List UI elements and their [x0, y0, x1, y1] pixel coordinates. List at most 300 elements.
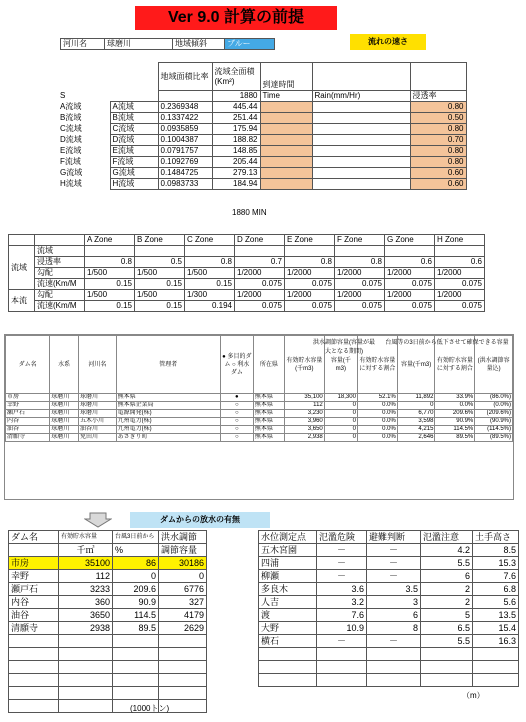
zone-cell: 0.075: [335, 301, 385, 312]
basin-time-cell[interactable]: [260, 168, 312, 179]
empty-cell: [473, 661, 519, 674]
zone-cell: 0.6: [435, 257, 485, 268]
zone-header: G Zone: [385, 235, 435, 246]
scan-cell: ○: [220, 410, 253, 418]
dam-pct: 89.5: [113, 622, 159, 635]
level-cell: 大野: [259, 622, 317, 635]
level-cell: 6.8: [473, 583, 519, 596]
level-cell: 6: [367, 609, 421, 622]
basin-row: [58, 102, 466, 113]
basin-name: E流域: [60, 146, 82, 155]
level-cell: －: [317, 557, 367, 570]
scan-row: [6, 402, 513, 410]
basin-area: 445.44: [212, 102, 260, 113]
scan-cell: 九州電力(株): [116, 418, 220, 426]
level-row: [259, 622, 519, 635]
dam-capacity: 3650: [59, 609, 113, 622]
empty-cell: [59, 648, 113, 661]
basin-infil[interactable]: 0.80: [410, 102, 466, 113]
empty-cell: [159, 687, 207, 700]
scan-cell: 電源開発(株): [116, 410, 220, 418]
empty-cell: [59, 687, 113, 700]
basin-footer: 1880 MIN: [232, 208, 267, 217]
scan-header: (洪水調節容量込): [475, 336, 513, 394]
dam-pct: 209.6: [113, 583, 159, 596]
basin-name: H流域: [60, 179, 82, 188]
scan-cell: 3,230: [284, 410, 324, 418]
empty-cell: [473, 674, 519, 687]
col-infil: 浸透率: [410, 91, 466, 102]
level-row: [259, 596, 519, 609]
scan-header: 管理者: [116, 336, 220, 394]
dam-flood: 0: [159, 570, 207, 583]
scan-cell: 0.0%: [435, 402, 475, 410]
scan-cell: 209.6%: [435, 410, 475, 418]
scan-cell: 油谷: [6, 426, 50, 434]
basin-infil[interactable]: 0.60: [410, 179, 466, 190]
level-cell: －: [367, 544, 421, 557]
col-time: Time: [260, 91, 312, 102]
empty-cell: [473, 648, 519, 661]
basin-row: [58, 124, 466, 135]
basin-sub: D流域: [110, 135, 158, 146]
level-cell: 7.6: [473, 570, 519, 583]
scan-cell: 油谷川: [79, 426, 117, 434]
level-cell: 5.6: [473, 596, 519, 609]
scan-header: 有効貯水容量(千m3): [284, 336, 324, 394]
level-cell: 3.5: [367, 583, 421, 596]
scan-cell: 3,598: [397, 418, 435, 426]
basin-infil[interactable]: 0.50: [410, 113, 466, 124]
dam-row: [9, 570, 207, 583]
level-cell: 4.2: [421, 544, 473, 557]
zone-header: C Zone: [185, 235, 235, 246]
zone-cell: 0.075: [335, 279, 385, 290]
dam-capacity: 360: [59, 596, 113, 609]
scan-cell: 五木小川: [79, 418, 117, 426]
scan-cell: 球磨川: [79, 402, 117, 410]
empty-cell: [9, 661, 59, 674]
flow-label: 流域: [9, 246, 35, 290]
scan-header: 水系: [50, 336, 79, 394]
level-cell: 10.9: [317, 622, 367, 635]
basin-infil[interactable]: 0.70: [410, 135, 466, 146]
dam-empty-row: [9, 661, 207, 674]
level-cell: 多良木: [259, 583, 317, 596]
scan-cell: 内谷: [6, 418, 50, 426]
empty-cell: [317, 648, 367, 661]
level-row: [259, 557, 519, 570]
level-header: 氾濫注意: [421, 531, 473, 544]
dam-pct: 90.9: [113, 596, 159, 609]
basin-name: C流域: [60, 124, 82, 133]
empty-cell: [59, 674, 113, 687]
dam-flood: 327: [159, 596, 207, 609]
zone-header: B Zone: [135, 235, 185, 246]
dam-flood: 6776: [159, 583, 207, 596]
dam-capacity: 3233: [59, 583, 113, 596]
zone-cell: 0.075: [235, 279, 285, 290]
basin-area: 148.85: [212, 146, 260, 157]
river-label: 河川名: [61, 39, 105, 50]
basin-area: 279.13: [212, 168, 260, 179]
level-cell: 13.5: [473, 609, 519, 622]
zone-cell: 1/2000: [285, 268, 335, 279]
empty-cell: [159, 674, 207, 687]
scan-cell: 熊本県: [253, 410, 284, 418]
scan-cell: 90.9%: [435, 418, 475, 426]
dam-empty-row: [9, 687, 207, 700]
level-cell: 5: [421, 609, 473, 622]
scan-cell: ○: [220, 418, 253, 426]
empty-cell: [9, 700, 59, 713]
level-cell: 15.3: [473, 557, 519, 570]
scan-header: 所在県: [253, 336, 284, 394]
zone-cell: 0.6: [385, 257, 435, 268]
flow-speed-button[interactable]: 流れの速さ: [350, 34, 426, 50]
dam-name: 市房: [9, 557, 59, 570]
zone-cell: 1/2000: [385, 268, 435, 279]
down-arrow-icon: [84, 512, 112, 528]
dam-empty-row: [9, 674, 207, 687]
scan-header: 河川名: [79, 336, 117, 394]
dam-capacity: 112: [59, 570, 113, 583]
scan-cell: ●: [220, 394, 253, 402]
basin-row: [58, 113, 466, 124]
zone-cell: 0.075: [385, 301, 435, 312]
row-speed: 流速(Km/M: [35, 279, 85, 290]
scan-cell: あさぎり町: [116, 434, 220, 442]
dam-row: [9, 583, 207, 596]
scan-row: [6, 434, 513, 442]
scan-cell: 35,100: [284, 394, 324, 402]
level-header: 避難判断: [367, 531, 421, 544]
zone-cell: 0.075: [285, 301, 335, 312]
scan-cell: 114.5%: [435, 426, 475, 434]
scan-header: 有効貯水容量に対する割合: [357, 336, 397, 394]
zone-cell: 0.7: [235, 257, 285, 268]
scan-header: 容量(千m3): [324, 336, 357, 394]
level-cell: －: [367, 635, 421, 648]
reference-table-image: [4, 334, 514, 500]
level-row: [259, 544, 519, 557]
scan-cell: 2,646: [397, 434, 435, 442]
level-cell: 3: [367, 596, 421, 609]
zone-cell: 1/2000: [435, 268, 485, 279]
scan-cell: 3,650: [284, 426, 324, 434]
basin-infil[interactable]: 0.80: [410, 124, 466, 135]
zone-cell: 0.075: [435, 279, 485, 290]
empty-cell: [421, 661, 473, 674]
level-row: [259, 635, 519, 648]
empty-cell: [59, 635, 113, 648]
zone-cell: 1/300: [185, 290, 235, 301]
zone-cell: 1/2000: [335, 268, 385, 279]
basin-infil[interactable]: 0.60: [410, 168, 466, 179]
scan-cell: 熊本県: [253, 394, 284, 402]
dam-banner: ダムからの放水の有無: [130, 512, 270, 528]
scan-cell: 0: [324, 410, 357, 418]
empty-cell: [259, 648, 317, 661]
empty-cell: [9, 674, 59, 687]
basin-area: 184.94: [212, 179, 260, 190]
basin-time-cell[interactable]: [260, 135, 312, 146]
dam-header-name: ダム名: [9, 531, 59, 544]
scan-cell: (114.5%): [475, 426, 513, 434]
s-label: S: [60, 91, 66, 100]
empty-cell: [9, 635, 59, 648]
basin-area: 188.82: [212, 135, 260, 146]
level-cell: 7.6: [317, 609, 367, 622]
zone-cell: 0.15: [85, 301, 135, 312]
empty-cell: [113, 674, 159, 687]
level-cell: 四浦: [259, 557, 317, 570]
zone-cell: 1/2000: [285, 290, 335, 301]
level-row: [259, 583, 519, 596]
basin-ratio: 0.1337422: [158, 113, 212, 124]
river-value: 球磨川: [105, 39, 173, 50]
zone-header: F Zone: [335, 235, 385, 246]
basin-rain-cell[interactable]: [312, 168, 410, 179]
basin-time-cell[interactable]: [260, 102, 312, 113]
scan-cell: 0: [324, 434, 357, 442]
basin-row: [58, 168, 466, 179]
level-header: 氾濫危険: [317, 531, 367, 544]
scan-cell: 33.9%: [435, 394, 475, 402]
level-cell: 柳瀬: [259, 570, 317, 583]
empty-cell: [421, 648, 473, 661]
scan-cell: (86.0%): [475, 394, 513, 402]
basin-sub: F流域: [110, 157, 158, 168]
basin-sub: H流域: [110, 179, 158, 190]
level-cell: －: [317, 544, 367, 557]
scan-cell: 0: [324, 426, 357, 434]
scan-cell: (90.9%): [475, 418, 513, 426]
basin-rain-cell[interactable]: [312, 124, 410, 135]
zone-cell: 0.8: [85, 257, 135, 268]
dam-pct: 86: [113, 557, 159, 570]
s-value: 1880: [212, 91, 260, 102]
scan-cell: ○: [220, 402, 253, 410]
level-empty-row: [259, 648, 519, 661]
level-cell: 6: [421, 570, 473, 583]
col-area-ratio: 地域面積比率: [158, 63, 212, 91]
scan-cell: 熊本県企業局: [116, 402, 220, 410]
scan-row: [6, 418, 513, 426]
basin-rain-cell[interactable]: [312, 146, 410, 157]
scan-cell: 球磨川: [50, 410, 79, 418]
level-cell: －: [367, 570, 421, 583]
scan-cell: 52.1%: [357, 394, 397, 402]
zone-cell: 1/500: [135, 290, 185, 301]
scan-cell: 89.5%: [435, 434, 475, 442]
empty-cell: [159, 635, 207, 648]
basin-row: [58, 179, 466, 190]
basin-time-cell[interactable]: [260, 124, 312, 135]
basin-ratio: 0.0983733: [158, 179, 212, 190]
basin-name: G流域: [60, 168, 83, 177]
basin-name: B流域: [60, 113, 82, 122]
empty-cell: [317, 674, 367, 687]
basin-rain-cell[interactable]: [312, 179, 410, 190]
zone-cell: 0.194: [185, 301, 235, 312]
empty-cell: [9, 648, 59, 661]
basin-time-cell[interactable]: [260, 179, 312, 190]
scan-row: [6, 410, 513, 418]
level-cell: －: [367, 557, 421, 570]
level-row: [259, 570, 519, 583]
empty-cell: [367, 648, 421, 661]
basin-infil[interactable]: 0.80: [410, 157, 466, 168]
scan-cell: 2,938: [284, 434, 324, 442]
basin-rain-cell[interactable]: [312, 113, 410, 124]
empty-cell: [113, 635, 159, 648]
scan-cell: 球磨川: [50, 402, 79, 410]
zone-cell: 0.5: [135, 257, 185, 268]
scan-header: ● 多目的ダム ○ 利水ダム: [220, 336, 253, 394]
basin-rain-cell[interactable]: [312, 102, 410, 113]
zone-cell: 0.8: [335, 257, 385, 268]
dam-row: [9, 622, 207, 635]
level-cell: 横石: [259, 635, 317, 648]
level-empty-row: [259, 661, 519, 674]
scan-cell: 球磨川: [50, 426, 79, 434]
level-cell: 3.6: [317, 583, 367, 596]
dam-capacity: 2938: [59, 622, 113, 635]
zone-cell: 0.15: [135, 301, 185, 312]
empty-cell: [159, 648, 207, 661]
basin-infil[interactable]: 0.80: [410, 146, 466, 157]
basin-ratio: 0.1092769: [158, 157, 212, 168]
basin-name: A流域: [60, 102, 82, 111]
basin-name: D流域: [60, 135, 82, 144]
scan-cell: 0.0%: [357, 402, 397, 410]
level-cell: 8.5: [473, 544, 519, 557]
empty-cell: [421, 674, 473, 687]
scan-cell: 熊本県: [116, 394, 220, 402]
zone-cell: 1/2000: [335, 290, 385, 301]
scan-cell: 球磨川: [79, 394, 117, 402]
scan-cell: 球磨川: [50, 394, 79, 402]
empty-cell: [259, 661, 317, 674]
basin-time-cell[interactable]: [260, 146, 312, 157]
dam-name: 油谷: [9, 609, 59, 622]
scan-cell: (209.6%): [475, 410, 513, 418]
basin-rain-cell[interactable]: [312, 135, 410, 146]
scan-cell: 112: [284, 402, 324, 410]
basin-sub: E流域: [110, 146, 158, 157]
scan-cell: 九州電力(株): [116, 426, 220, 434]
scan-header: 有効貯水容量に対する割合: [435, 336, 475, 394]
scan-group-1: 洪水調節容量(容量が最大となる期間): [313, 340, 375, 355]
empty-cell: [317, 661, 367, 674]
col-arrival: 到達時間: [260, 63, 312, 91]
zone-cell: 0.075: [435, 301, 485, 312]
zone-header: D Zone: [235, 235, 285, 246]
scan-cell: 0.0%: [357, 426, 397, 434]
scan-cell: 球磨川: [50, 434, 79, 442]
scan-cell: 0: [397, 402, 435, 410]
page-title: Ver 9.0 計算の前提: [135, 6, 337, 30]
zone-cell: 1/500: [135, 268, 185, 279]
dam-row: [9, 596, 207, 609]
slope-value[interactable]: ブルー: [225, 39, 275, 50]
level-cell: 15.4: [473, 622, 519, 635]
basin-name: F流域: [60, 157, 81, 166]
dam-capacity: 35100: [59, 557, 113, 570]
scan-cell: ○: [220, 434, 253, 442]
level-cell: 8: [367, 622, 421, 635]
header-table: [60, 38, 275, 50]
level-cell: 5.5: [421, 635, 473, 648]
level-cell: 2: [421, 596, 473, 609]
scan-cell: 球磨川: [50, 418, 79, 426]
scan-header: ダム名: [6, 336, 50, 394]
dam-empty-row: [9, 635, 207, 648]
empty-cell: [367, 661, 421, 674]
empty-cell: [113, 648, 159, 661]
basin-time-cell[interactable]: [260, 113, 312, 124]
level-cell: 5.5: [421, 557, 473, 570]
basin-row: [58, 157, 466, 168]
scan-cell: 球磨川: [79, 410, 117, 418]
scan-cell: 0.0%: [357, 434, 397, 442]
scan-cell: 熊本県: [253, 434, 284, 442]
scan-cell: 11,892: [397, 394, 435, 402]
scan-cell: 熊本県: [253, 426, 284, 434]
scan-cell: 0: [324, 402, 357, 410]
zone-cell: 1/500: [85, 268, 135, 279]
dam-unit-note: (1000トン): [130, 704, 170, 713]
level-cell: －: [317, 570, 367, 583]
level-header: 水位測定点: [259, 531, 317, 544]
zone-header: H Zone: [435, 235, 485, 246]
dam-unit-flood: 調節容量: [159, 544, 207, 557]
basin-ratio: 0.1004387: [158, 135, 212, 146]
zone-cell: 1/500: [85, 290, 135, 301]
basin-area: 251.44: [212, 113, 260, 124]
basin-rain-cell[interactable]: [312, 157, 410, 168]
col-area: 流域全面積(Km²): [212, 63, 260, 91]
level-table: [258, 530, 519, 687]
dam-table: [8, 530, 207, 713]
zone-header: E Zone: [285, 235, 335, 246]
empty-cell: [259, 674, 317, 687]
dam-header-three-day: 台風3日前から: [113, 531, 159, 544]
col-rain: Rain(mm/Hr): [312, 91, 410, 102]
dam-unit-pct: %: [113, 544, 159, 557]
scan-cell: 0.0%: [357, 418, 397, 426]
zone-cell: 0.075: [285, 279, 335, 290]
dam-row: [9, 609, 207, 622]
level-cell: 五木宮園: [259, 544, 317, 557]
dam-flood: 2629: [159, 622, 207, 635]
scan-cell: 免田川: [79, 434, 117, 442]
empty-cell: [113, 687, 159, 700]
basin-row: [58, 135, 466, 146]
dam-empty-row: [9, 648, 207, 661]
empty-cell: [367, 674, 421, 687]
zone-cell: 0.8: [285, 257, 335, 268]
basin-time-cell[interactable]: [260, 157, 312, 168]
scan-cell: ○: [220, 426, 253, 434]
row-infil: 浸透率: [35, 257, 85, 268]
zone-cell: 1/2000: [235, 290, 285, 301]
basin-ratio: 0.0791757: [158, 146, 212, 157]
zone-cell: 1/2000: [235, 268, 285, 279]
basin-table: [58, 62, 467, 190]
zone-cell: 0.15: [185, 279, 235, 290]
